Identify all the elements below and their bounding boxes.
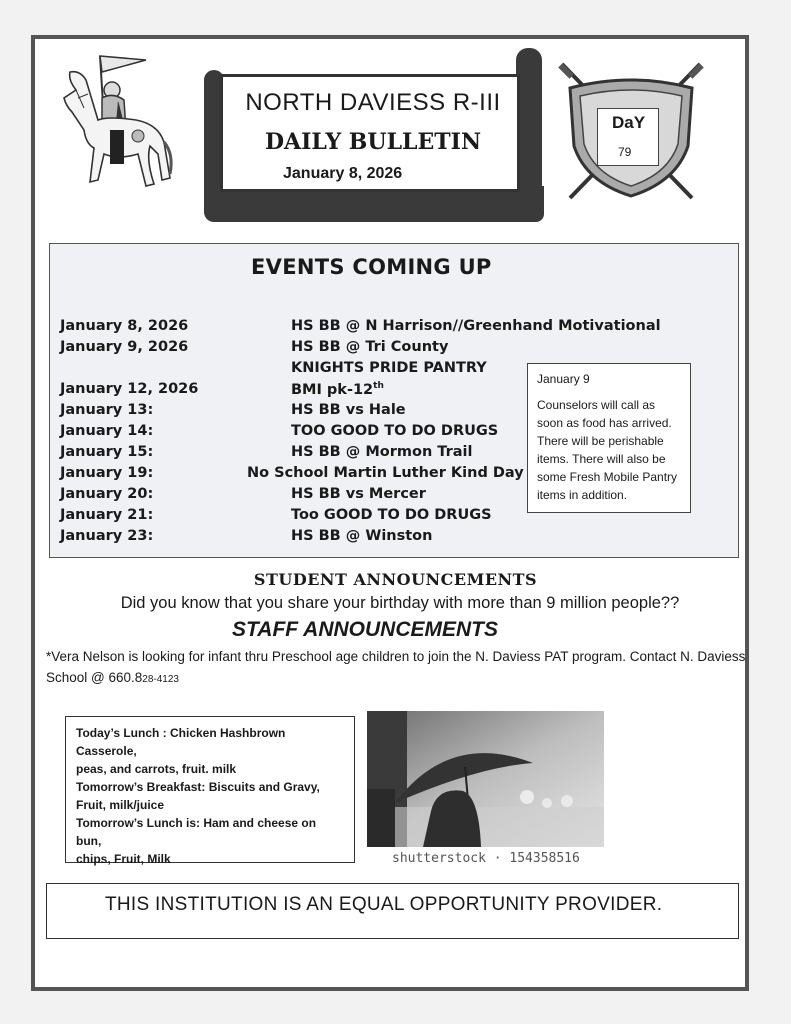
event-date: January 19:	[60, 465, 154, 481]
student-announcement-text: Did you know that you share your birthday with more than 9 million people??	[120, 594, 680, 612]
lunch-line: Tomorrow’s Lunch is: Ham and cheese on bun,	[76, 816, 317, 848]
staff-announcements-heading: STAFF ANNOUNCEMENTS	[232, 618, 498, 641]
event-text-sup: th	[373, 381, 384, 391]
event-date: January 14:	[60, 423, 154, 439]
event-row	[50, 507, 610, 527]
event-row	[50, 444, 610, 464]
events-title: EVENTS COMING UP	[251, 255, 492, 279]
lunch-line: Tomorrow’s Breakfast: Biscuits and Gravy,	[76, 780, 320, 794]
event-row	[50, 339, 610, 359]
lunch-line: chips, Fruit, Milk	[76, 852, 171, 866]
event-text: HS BB @ N Harrison//Greenhand Motivational	[291, 318, 661, 334]
note-line: Counselors will call as	[537, 398, 656, 412]
school-name: NORTH DAVIESS R-III	[245, 89, 501, 116]
umbrella-rain-photo	[367, 711, 604, 847]
lunch-line: Fruit, milk/juice	[76, 798, 165, 812]
staff-text-main: *Vera Nelson is looking for infant thru Preschool age children to join the N. Daviess PAT program. Contact N. Daviess School @ 660.8	[46, 649, 746, 685]
lunch-line: Today’s Lunch : Chicken Hashbrown Casserole,	[76, 726, 286, 758]
equal-opportunity-text: THIS INSTITUTION IS AN EQUAL OPPORTUNITY PROVIDER.	[105, 894, 663, 915]
event-row	[50, 528, 610, 548]
event-row	[50, 360, 610, 380]
note-line: soon as food has arrived.	[537, 416, 672, 430]
bulletin-title: DAILY BULLETIN	[264, 129, 482, 155]
title-banner	[220, 74, 520, 192]
event-text-main: BMI pk-12	[291, 381, 374, 398]
note-title: January 9	[537, 372, 590, 386]
day-number: 79	[618, 145, 632, 159]
event-date: January 9, 2026	[60, 339, 189, 355]
event-row	[50, 465, 610, 485]
photo-watermark: shutterstock · 154358516	[392, 851, 580, 866]
note-line: some Fresh Mobile Pantry	[537, 470, 678, 484]
student-announcements-heading: STUDENT ANNOUNCEMENTS	[253, 570, 538, 589]
lunch-menu	[65, 716, 355, 866]
event-text: HS BB @ Tri County	[291, 339, 449, 355]
lunch-line: peas, and carrots, fruit. milk	[76, 762, 237, 776]
equal-opportunity-box	[46, 883, 739, 939]
event-text: HS BB @ Mormon Trail	[291, 444, 473, 460]
event-date: January 12, 2026	[60, 381, 199, 397]
event-text: HS BB @ Winston	[291, 528, 433, 544]
event-date: January 8, 2026	[60, 318, 189, 334]
event-row	[50, 486, 610, 506]
event-row	[50, 402, 610, 422]
event-date: January 21:	[60, 507, 154, 523]
event-row	[50, 318, 661, 338]
event-date: January 20:	[60, 486, 154, 502]
events-panel	[49, 243, 739, 558]
note-line: items in addition.	[537, 488, 628, 502]
event-row	[50, 381, 610, 401]
event-date: January 13:	[60, 402, 154, 418]
day-label: DaY	[612, 113, 646, 132]
event-text: No School Martin Luther Kind Day	[247, 465, 524, 481]
knight-horse-icon	[58, 50, 178, 200]
event-text: Too GOOD TO DO DRUGS	[291, 507, 492, 523]
note-line: items. There will also be	[537, 452, 666, 466]
event-text: KNIGHTS PRIDE PANTRY	[291, 360, 487, 376]
event-date: January 23:	[60, 528, 154, 544]
event-text: HS BB vs Hale	[291, 402, 406, 418]
day-counter	[597, 108, 659, 166]
bulletin-date: January 8, 2026	[283, 165, 403, 182]
staff-announcement-text	[46, 646, 746, 690]
event-text	[291, 381, 384, 398]
event-text: HS BB vs Mercer	[291, 486, 426, 502]
note-line: There will be perishable	[537, 434, 664, 448]
event-text: TOO GOOD TO DO DRUGS	[291, 423, 499, 439]
event-row	[50, 423, 610, 443]
staff-phone-tail: 28-4123	[142, 674, 179, 685]
pantry-note	[527, 363, 691, 513]
event-date: January 15:	[60, 444, 154, 460]
